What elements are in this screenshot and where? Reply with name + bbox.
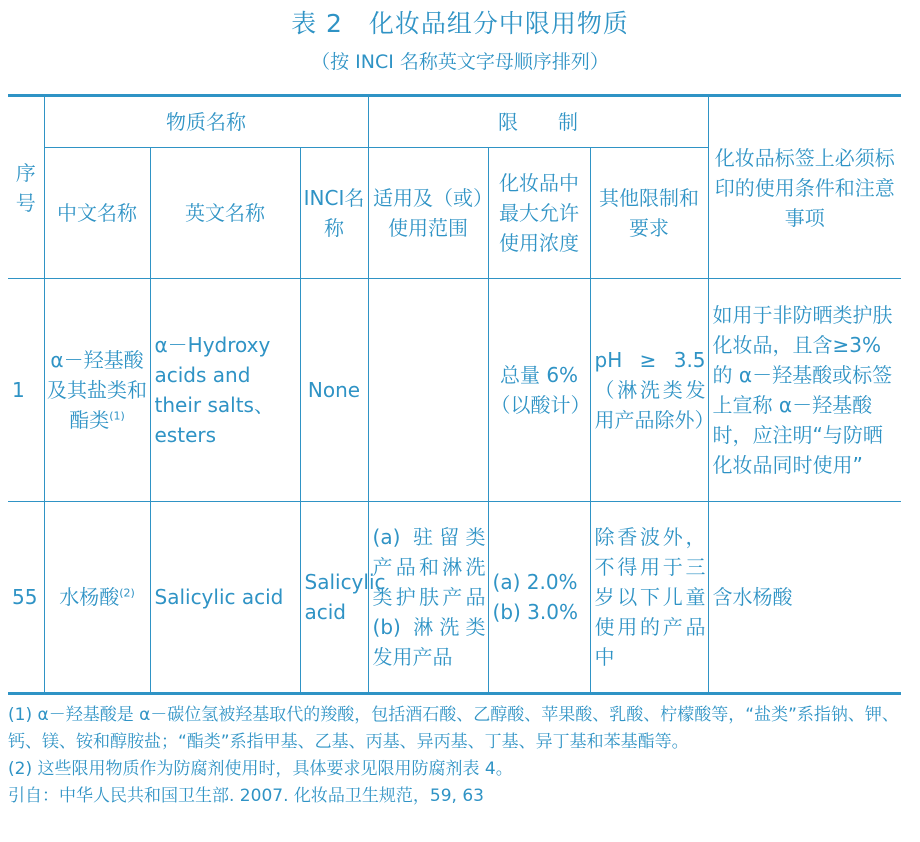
row-max-conc: (a) 2.0% (b) 3.0%	[488, 502, 590, 694]
footnote-2: (2) 这些限用物质作为防腐剂使用时，具体要求见限用防腐剂表 4。	[8, 759, 513, 779]
header-max-conc: 化妆品中最大允许使用浓度	[488, 148, 590, 279]
row-max-conc: 总量 6%（以酸计）	[488, 279, 590, 502]
table-row	[8, 279, 901, 502]
header-en-name: 英文名称	[150, 148, 300, 279]
row-cn-name: 水杨酸$^{(2)}$	[44, 502, 150, 694]
restricted-substances-table	[8, 94, 901, 695]
header-substance-name: 物质名称	[44, 96, 368, 148]
footnotes	[8, 702, 908, 810]
footnote-ref: (1)	[109, 409, 125, 423]
header-limits: 限 制	[368, 96, 708, 148]
header-seq: 序号	[8, 96, 44, 279]
row-inci: Salicylic acid	[300, 502, 368, 694]
row-en-name: α－Hydroxy acids and their salts、esters	[150, 279, 300, 502]
header-label: 化妆品标签上必须标印的使用条件和注意事项	[708, 96, 901, 279]
table-row	[8, 502, 901, 694]
header-scope: 适用及（或）使用范围	[368, 148, 488, 279]
row-seq: 1	[8, 279, 44, 502]
row-other: 除香波外，不得用于三岁以下儿童使用的产品中	[590, 502, 708, 694]
row-en-name: Salicylic acid	[150, 502, 300, 694]
header-inci-name: INCI名称	[300, 148, 368, 279]
table-subtitle: （按 INCI 名称英文字母顺序排列）	[311, 51, 609, 73]
table-title: 表 2 化妆品组分中限用物质	[291, 9, 629, 38]
row-seq: 55	[8, 502, 44, 694]
row-cn-name: α－羟基酸及其盐类和酯类$^{(1)}$	[44, 279, 150, 502]
source-citation: 引自：中华人民共和国卫生部. 2007. 化妆品卫生规范，59, 63	[8, 786, 484, 806]
header-cn-name: 中文名称	[44, 148, 150, 279]
header-other: 其他限制和要求	[590, 148, 708, 279]
row-scope	[368, 279, 488, 502]
row-label: 如用于非防晒类护肤化妆品，且含≥3%的 α－羟基酸或标签上宣称 α－羟基酸时，应注明“与防晒化妆品同时使用”	[708, 279, 901, 502]
row-other: pH ≥ 3.5（淋洗类发用产品除外）	[590, 279, 708, 502]
footnote-ref: (2)	[119, 586, 135, 600]
row-scope: (a) 驻留类产品和淋洗类护肤产品 (b) 淋洗类发用产品	[368, 502, 488, 694]
row-inci: None	[300, 279, 368, 502]
row-label: 含水杨酸	[708, 502, 901, 694]
footnote-1: (1) α－羟基酸是 α－碳位氢被羟基取代的羧酸，包括酒石酸、乙醇酸、苹果酸、乳酸、柠檬酸等，“盐类”系指钠、钾、钙、镁、铵和醇胺盐；“酯类”系指甲基、乙基、丙基、异丙基、丁基、异丁基和苯基酯等。	[8, 705, 899, 752]
